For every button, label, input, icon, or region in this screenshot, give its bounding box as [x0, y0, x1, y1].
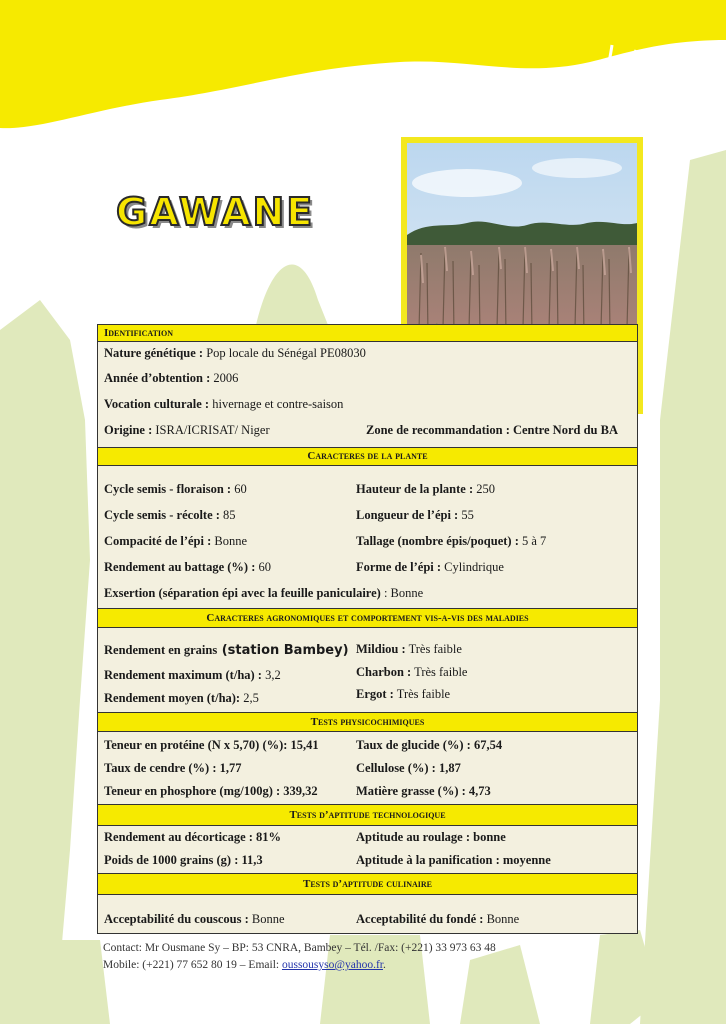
field-vocation-culturale: Vocation culturale : hivernage et contre-saison	[104, 397, 344, 411]
field-forme-epi: Forme de l’épi : Cylindrique	[356, 560, 504, 574]
field-ergot: Ergot : Très faible	[356, 687, 451, 701]
field-aptitude-roulage: Aptitude au roulage : bonne	[356, 830, 506, 844]
contact-block	[103, 940, 496, 974]
field-exsertion: Exsertion (séparation épi avec la feuille paniculaire) : Bonne	[104, 586, 424, 600]
section-header-aptitude-culinaire: Tests d’aptitude culinaire	[98, 873, 637, 895]
field-acceptabilite-couscous: Acceptabilité du couscous : Bonne	[104, 912, 285, 926]
section-header-physicochimiques: Tests physicochimiques	[98, 712, 637, 732]
section-header-agronomiques: Caracteres agronomiques et comportement vis-a-vis des maladies	[98, 608, 637, 628]
field-rendement-battage: Rendement au battage (%) : 60	[104, 560, 271, 574]
field-rendement-decorticage: Rendement au décorticage : 81%	[104, 830, 282, 844]
section-header-caracteres-plante: Caracteres de la plante	[98, 447, 637, 466]
field-taux-glucide: Taux de glucide (%) : 67,54	[356, 738, 503, 752]
section-header-identification: Identification	[98, 325, 637, 342]
field-teneur-phosphore: Teneur en phosphore (mg/100g) : 339,32	[104, 784, 318, 798]
variety-fact-sheet	[97, 324, 638, 934]
field-cellulose: Cellulose (%) : 1,87	[356, 761, 461, 775]
field-acceptabilite-fonde: Acceptabilité du fondé : Bonne	[356, 912, 520, 926]
field-longueur-epi: Longueur de l’épi : 55	[356, 508, 474, 522]
field-teneur-proteine: Teneur en protéine (N x 5,70) (%): 15,41	[104, 738, 319, 752]
field-tallage: Tallage (nombre épis/poquet) : 5 à 7	[356, 534, 547, 548]
field-rendement-maximum: Rendement maximum (t/ha) : 3,2	[104, 668, 281, 682]
field-annee-obtention: Année d’obtention : 2006	[104, 371, 239, 385]
field-nature-genetique: Nature génétique : Pop locale du Sénégal PE08030	[104, 346, 366, 360]
yellow-wave-header	[0, 0, 726, 128]
field-hauteur-plante: Hauteur de la plante : 250	[356, 482, 496, 496]
field-mildiou: Mildiou : Très faible	[356, 642, 462, 656]
field-cycle-recolte: Cycle semis - récolte : 85	[104, 508, 236, 522]
field-rendement-moyen: Rendement moyen (t/ha): 2,5	[104, 691, 259, 705]
field-zone-recommandation: Zone de recommandation : Centre Nord du BA	[366, 423, 618, 437]
field-compacite-epi: Compacité de l’épi : Bonne	[104, 534, 248, 548]
field-origine: Origine : ISRA/ICRISAT/ Niger	[104, 423, 270, 437]
contact-line: Contact: Mr Ousmane Sy – BP: 53 CNRA, Bambey – Tél. /Fax: (+221) 33 973 63 48	[103, 942, 496, 954]
field-aptitude-panification: Aptitude à la panification : moyenne	[356, 853, 551, 867]
field-cycle-floraison: Cycle semis - floraison : 60	[104, 482, 247, 496]
field-charbon: Charbon : Très faible	[356, 665, 468, 679]
page-title: GAWANE	[116, 190, 315, 234]
email-link[interactable]: oussousyso@yahoo.fr	[281, 959, 383, 971]
field-poids-1000-grains: Poids de 1000 grains (g) : 11,3	[104, 853, 263, 867]
field-matiere-grasse: Matière grasse (%) : 4,73	[356, 784, 491, 798]
section-header-aptitude-technologique: Tests d’aptitude technologique	[98, 804, 637, 826]
field-taux-cendre: Taux de cendre (%) : 1,77	[104, 761, 242, 775]
mobile-line: Mobile: (+221) 77 652 80 19 – Email: oussousyso@yahoo.fr.	[103, 959, 386, 971]
field-rendement-grains: Rendement en grains (station Bambey)	[104, 643, 349, 658]
